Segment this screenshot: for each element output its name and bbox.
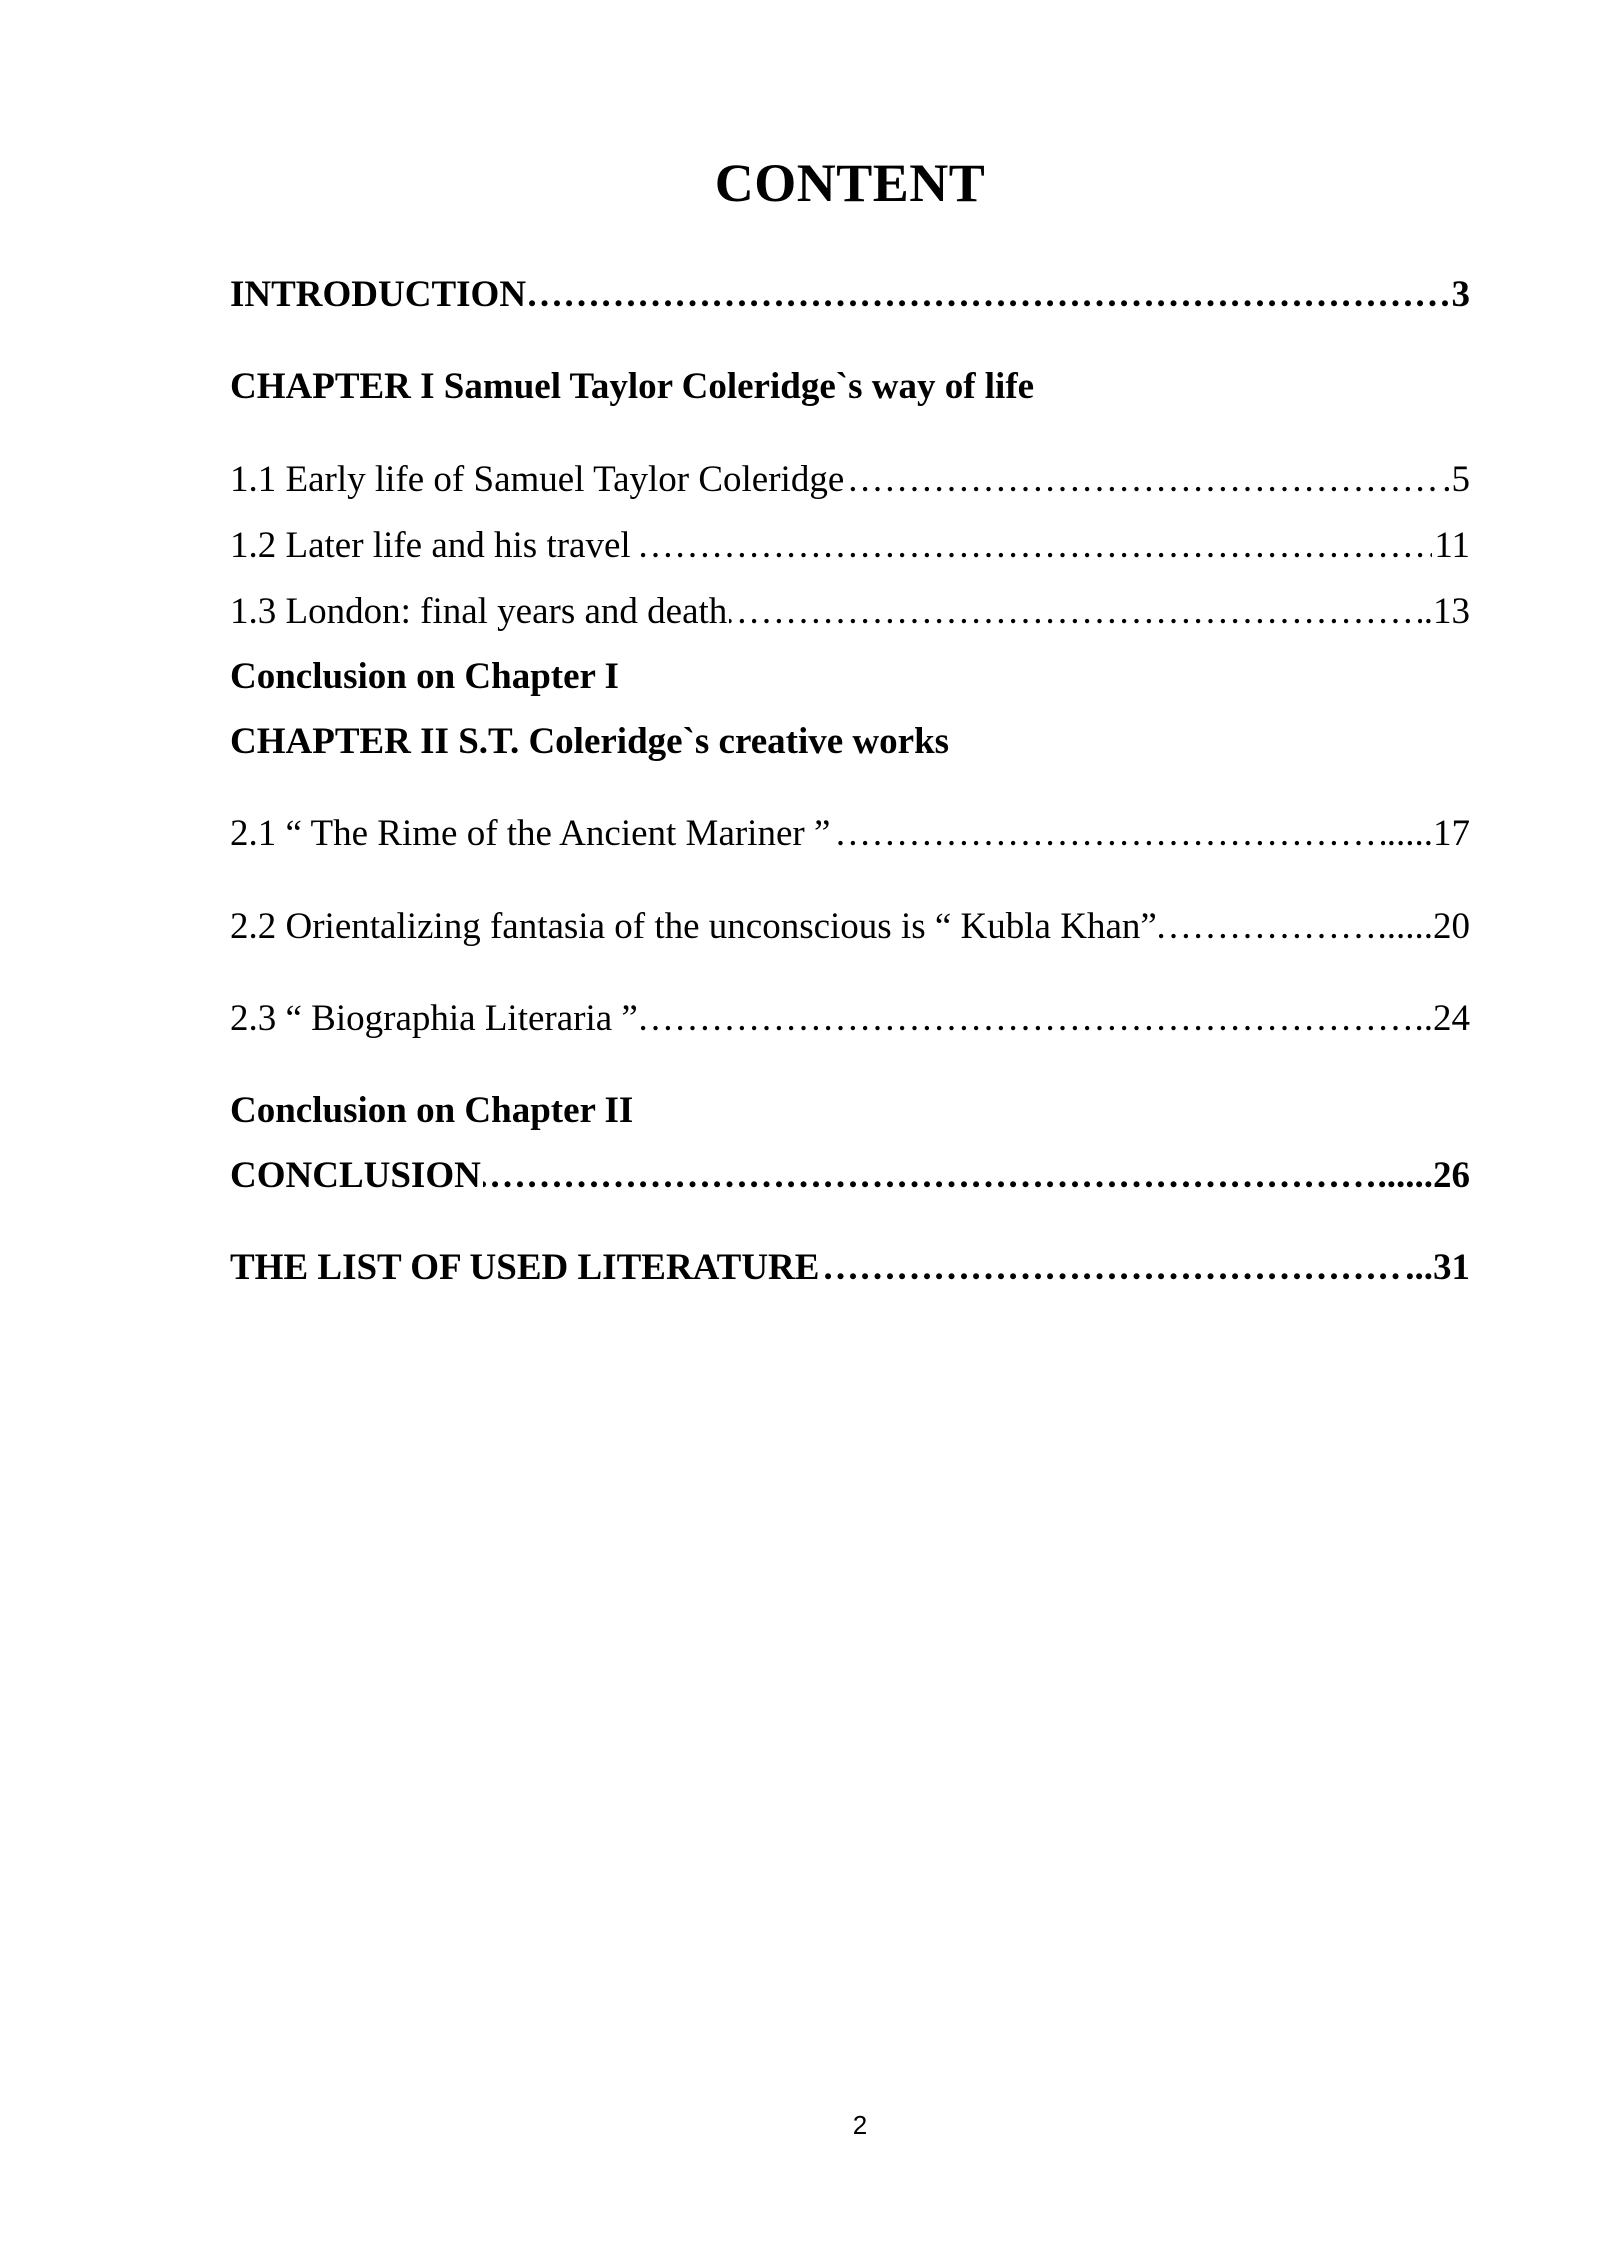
toc-entry-label: ………………………………………………………………………………………………………………………………………………………………………… 1.1 Early life of Samuel Taylor Coleridge bbox=[230, 455, 846, 505]
toc-entry-label: ………………………………………………………………………………………………………………………………………………………………………… CONCLUSION bbox=[230, 1151, 483, 1201]
toc-entry-page: 11 bbox=[1432, 521, 1470, 571]
toc-entry-page: ......20 bbox=[1376, 902, 1471, 952]
toc-entry-label: ………………………………………………………………………………………………………………………………………………………………………… 2.1 “ The Rime of the Ancient Mariner ” bbox=[230, 809, 832, 859]
toc-entry-page: .....17 bbox=[1385, 809, 1470, 859]
toc-entry-2-1 bbox=[230, 809, 1470, 859]
toc-entry-page: .5 bbox=[1440, 455, 1470, 505]
toc-entry-label: ………………………………………………………………………………………………………………………………………………………………………… 2.2 Orientalizing fantasia of the unconscious is “ Kubla Khan” bbox=[230, 902, 1159, 952]
toc-entry-conclusion-chapter-2 bbox=[230, 1086, 1470, 1136]
toc-entry-2-3 bbox=[230, 994, 1470, 1044]
toc-entry-page: ......26 bbox=[1376, 1151, 1471, 1201]
toc-entry-literature bbox=[230, 1243, 1470, 1293]
toc-entry-page: 3 bbox=[1450, 270, 1471, 320]
toc-entry-conclusion bbox=[230, 1151, 1470, 1201]
toc-entry-introduction bbox=[230, 270, 1470, 320]
toc-entry-label: ………………………………………………………………………………………………………………………………………………………………………… THE LIST OF USED LITERATURE bbox=[230, 1243, 821, 1293]
toc-entry-chapter-1 bbox=[230, 362, 1470, 412]
toc-entry-label: ………………………………………………………………………………………………………………………………………………………………………… 2.3 “ Biographia Literaria ” bbox=[230, 994, 640, 1044]
toc-entry-1-3 bbox=[230, 587, 1470, 637]
page-number: 2 bbox=[852, 2110, 868, 2140]
toc-entry-page: .13 bbox=[1422, 587, 1470, 637]
toc-entry-conclusion-chapter-1 bbox=[230, 652, 1470, 702]
toc-entry-page: ...31 bbox=[1403, 1243, 1470, 1293]
toc-entry-2-2 bbox=[230, 902, 1470, 952]
toc-entry-1-2 bbox=[230, 521, 1470, 571]
toc-entry-page: ..24 bbox=[1413, 994, 1471, 1044]
toc-entry-label: CHAPTER II S.T. Coleridge`s creative works bbox=[230, 717, 951, 767]
toc-entry-label: ………………………………………………………………………………………………………………………………………………………………………… 1.3 London: final years and death bbox=[230, 587, 729, 637]
page-title: CONTENT bbox=[714, 153, 986, 213]
toc-entry-chapter-2 bbox=[230, 717, 1470, 767]
toc-entry-label: Conclusion on Chapter I bbox=[230, 652, 621, 702]
toc-entry-1-1 bbox=[230, 455, 1470, 505]
toc-entry-label: CHAPTER I Samuel Taylor Coleridge`s way of life bbox=[230, 362, 1036, 412]
toc-entry-label: ………………………………………………………………………………………………………………………………………………………………………… 1.2 Later life and his travel bbox=[230, 521, 633, 571]
toc-entry-label: Conclusion on Chapter II bbox=[230, 1086, 635, 1136]
toc-entry-label: ………………………………………………………………………………………………………………………………………………………………………… INTRODUCTION bbox=[230, 270, 528, 320]
